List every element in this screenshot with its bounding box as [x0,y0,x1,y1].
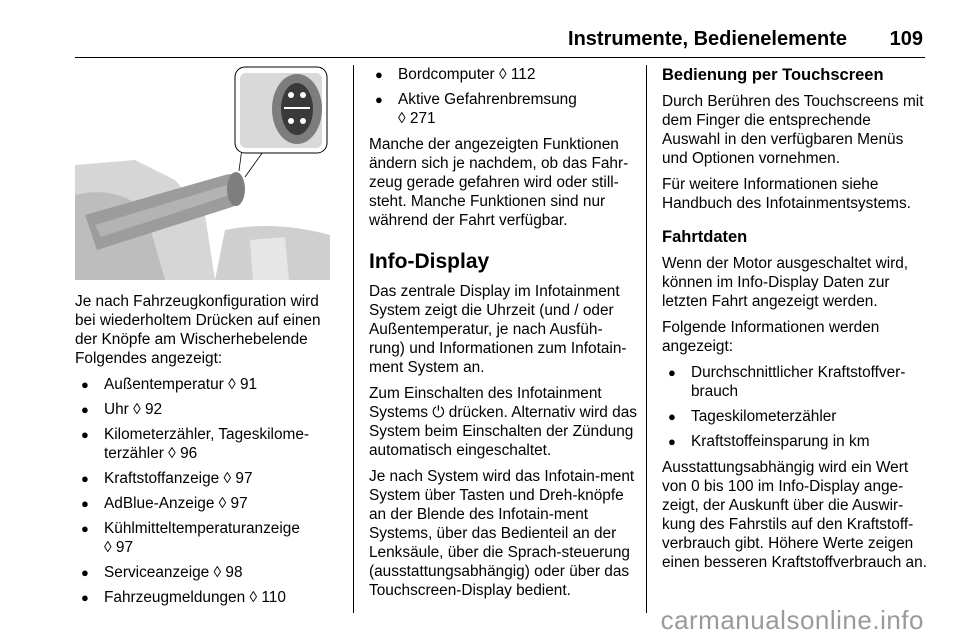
list-item: ● Außentemperatur ◊ 91 [75,375,343,394]
list-item: ● Aktive Gefahrenbremsung ◊ 271 [369,90,637,128]
touchscreen-paragraph: Durch Berühren des Touchscreens mit dem Finger die entsprechende Auswahl in den verfügbaren Menüs und Optionen vornehmen. [662,93,924,167]
info-display-paragraph: Das zentrale Display im Infotainment System zeigt die Uhrzeit (und / oder Außentemperatur, je nach Ausfüh-rung) und Informationen zum Infotain-ment System an. [369,283,627,376]
list-item: ● Durchschnittlicher Kraftstoffver-brauch [662,363,930,401]
section-heading-trip-data: Fahrtdaten [662,228,748,246]
column-2 [369,65,637,607]
trip-data-list [662,363,930,451]
intro-paragraph: Je nach Fahrzeugkonfiguration wird bei wiederholtem Drücken auf einen der Knöpfe am Wischerhebelende Folgendes angezeigt: [75,293,321,367]
list-item: ● Kilometerzähler, Tageskilome-terzähler ◊ 96 [75,425,343,463]
display-items-list [75,375,343,607]
header-title: Instrumente, Bedienelemente [568,28,847,50]
list-item: ● AdBlue-Anzeige ◊ 97 [75,494,343,513]
power-on-paragraph: Zum Einschalten des Infotainment Systems ⏻ drücken. Alternativ wird das System beim Einschalten der Zündung automatisch eingeschaltet. [369,385,637,459]
list-item: ● Kraftstoffanzeige ◊ 97 [75,469,343,488]
column-1 [75,292,343,614]
header-rule [75,57,925,58]
list-item: ● Kühlmitteltemperaturanzeige ◊ 97 [75,519,343,557]
column-divider-1 [353,65,354,613]
section-heading-info-display: Info-Display [369,250,490,273]
list-item: ● Bordcomputer ◊ 112 [369,65,637,84]
manual-reference-paragraph: Für weitere Informationen siehe Handbuch des Infotainmentsystems. [662,176,911,212]
page-number: 109 [889,28,923,50]
column-3 [662,65,930,579]
power-icon: ⏻ [432,404,445,421]
list-item: ● Fahrzeugmeldungen ◊ 110 [75,588,343,607]
list-item: ● Kraftstoffeinsparung in km [662,432,930,451]
list-item: ● Uhr ◊ 92 [75,400,343,419]
shown-info-paragraph: Folgende Informationen werden angezeigt: [662,319,880,355]
continued-items-list [369,65,637,128]
column-divider-2 [646,65,647,613]
section-heading-touchscreen: Bedienung per Touchscreen [662,66,884,84]
eco-score-paragraph: Ausstattungsabhängig wird ein Wert von 0 bis 100 im Info-Display ange-zeigt, der Auskunft über die Auswir-kung des Fahrstils auf den Kraftstoff-verbrauch gibt. Höhere Werte zeigen einen besseren Kraftstoffverbrauch an. [662,459,927,571]
list-item: ● Tageskilometerzähler [662,407,930,426]
list-item: ● Serviceanzeige ◊ 98 [75,563,343,582]
operation-paragraph: Je nach System wird das Infotain-ment System über Tasten und Dreh-knöpfe an der Blende des Infotain-ment Systems, über das Bedienteil an der Lenksäule, über die Sprach-steuerung (ausstattungsabhängig) oder über das Touchscreen-Display bedient. [369,468,635,599]
watermark: carmanualsonline.info [660,605,924,635]
trip-data-paragraph: Wenn der Motor ausgeschaltet wird, können im Info-Display Daten zur letzten Fahrt angezeigt werden. [662,255,909,310]
functions-paragraph: Manche der angezeigten Funktionen ändern sich je nachdem, ob das Fahr-zeug gerade gefahren wird oder still-steht. Manche Funktionen sind nur während der Fahrt verfügbar. [369,136,629,229]
wiper-lever-illustration [75,65,330,280]
